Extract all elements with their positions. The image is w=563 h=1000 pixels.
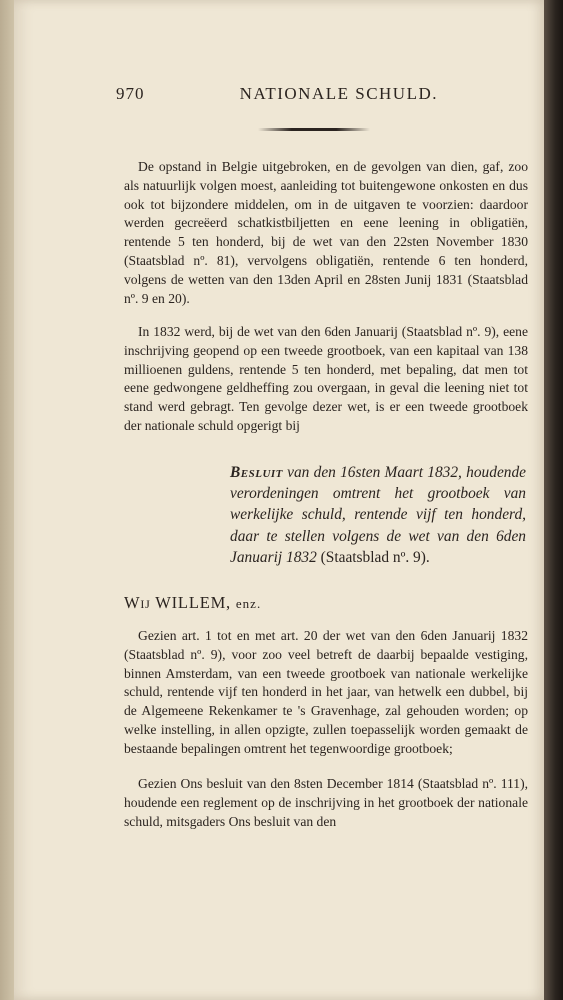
royal-name: Wij WILLEM, [124,593,231,612]
decree-heading [230,462,526,568]
running-title: NATIONALE SCHULD. [239,84,438,103]
paragraph-text: Gezien Ons besluit van den 8sten December 1814 (Staatsblad nº. 111), houdende een reglement op de inschrijving in het grootboek der nationale schuld, mitsgaders Ons besluit van den [124,776,528,829]
paragraph-intro [124,158,528,308]
paragraph-text: In 1832 werd, bij de wet van den 6den Januarij (Staatsblad nº. 9), eene inschrijving geopend op een tweede grootboek, van een kapitaal van 138 millioenen guldens, rentende 5 ten honderd, met bepaling, dat men tot eene gedwongene geldheffing zou overgaan, in geval die leening niet tot stand werd gebragt. Ten gevolge dezer wet, is er een tweede grootboek der nationale schuld opgerigt bij [124,324,528,433]
page-number: 970 [116,84,145,103]
header-rule [258,128,370,131]
royal-enz: enz. [235,596,262,611]
decree-reference: (Staatsblad nº. 9). [320,548,430,566]
royal-opening [124,593,261,613]
paragraph-text: De opstand in Belgie uitgebroken, en de gevolgen van dien, gaf, zoo als natuurlijk volgen moest, aanleiding tot buitengewone onkosten en dus ook tot bijzondere middelen, om in de uitgaven te voorzien: daardoor werden gecreëerd schatkistbiljetten en eene leening in obligatiën, rentende 5 ten honderd, bij de wet van den 22sten November 1830 (Staatsblad nº. 81), vervolgens obligatiën, rentende 6 ten honderd, volgens de wetten van den 13den April en 28sten Junij 1831 (Staatsblad nº. 9 en 20). [124,159,528,306]
paragraph-text: Gezien art. 1 tot en met art. 20 der wet van den 6den Januarij 1832 (Staatsblad nº. 9), voor zoo veel betreft de daarbij bepaalde vestiging, binnen Amsterdam, van een tweede grootboek van nationale werkelijke schuld, rentende vijf ten honderd in het jaar, van hetwelk een dubbel, bij de Algemeene Rekenkamer te 's Gravenhage, zal gehouden worden; op welke instelling, in allen opzigte, zullen toepasselijk worden gemaakt de bestaande bepalingen omtrent het tegenwoordige grootboek; [124,628,528,756]
paragraph-gezien-2 [124,775,528,831]
paragraph-gezien-1 [124,627,528,759]
page-header [116,84,438,108]
decree-text: van den 16sten Maart 1832, houdende verordeningen omtrent het grootboek van werkelijke schuld, rentende vijf ten honderd, daar te stellen volgens de wet van den 6den Januarij 1832 [230,464,526,566]
decree-lead: Besluit [230,464,283,481]
book-spine [544,0,563,1000]
left-page-edge [0,0,14,1000]
paragraph-1832 [124,323,528,436]
